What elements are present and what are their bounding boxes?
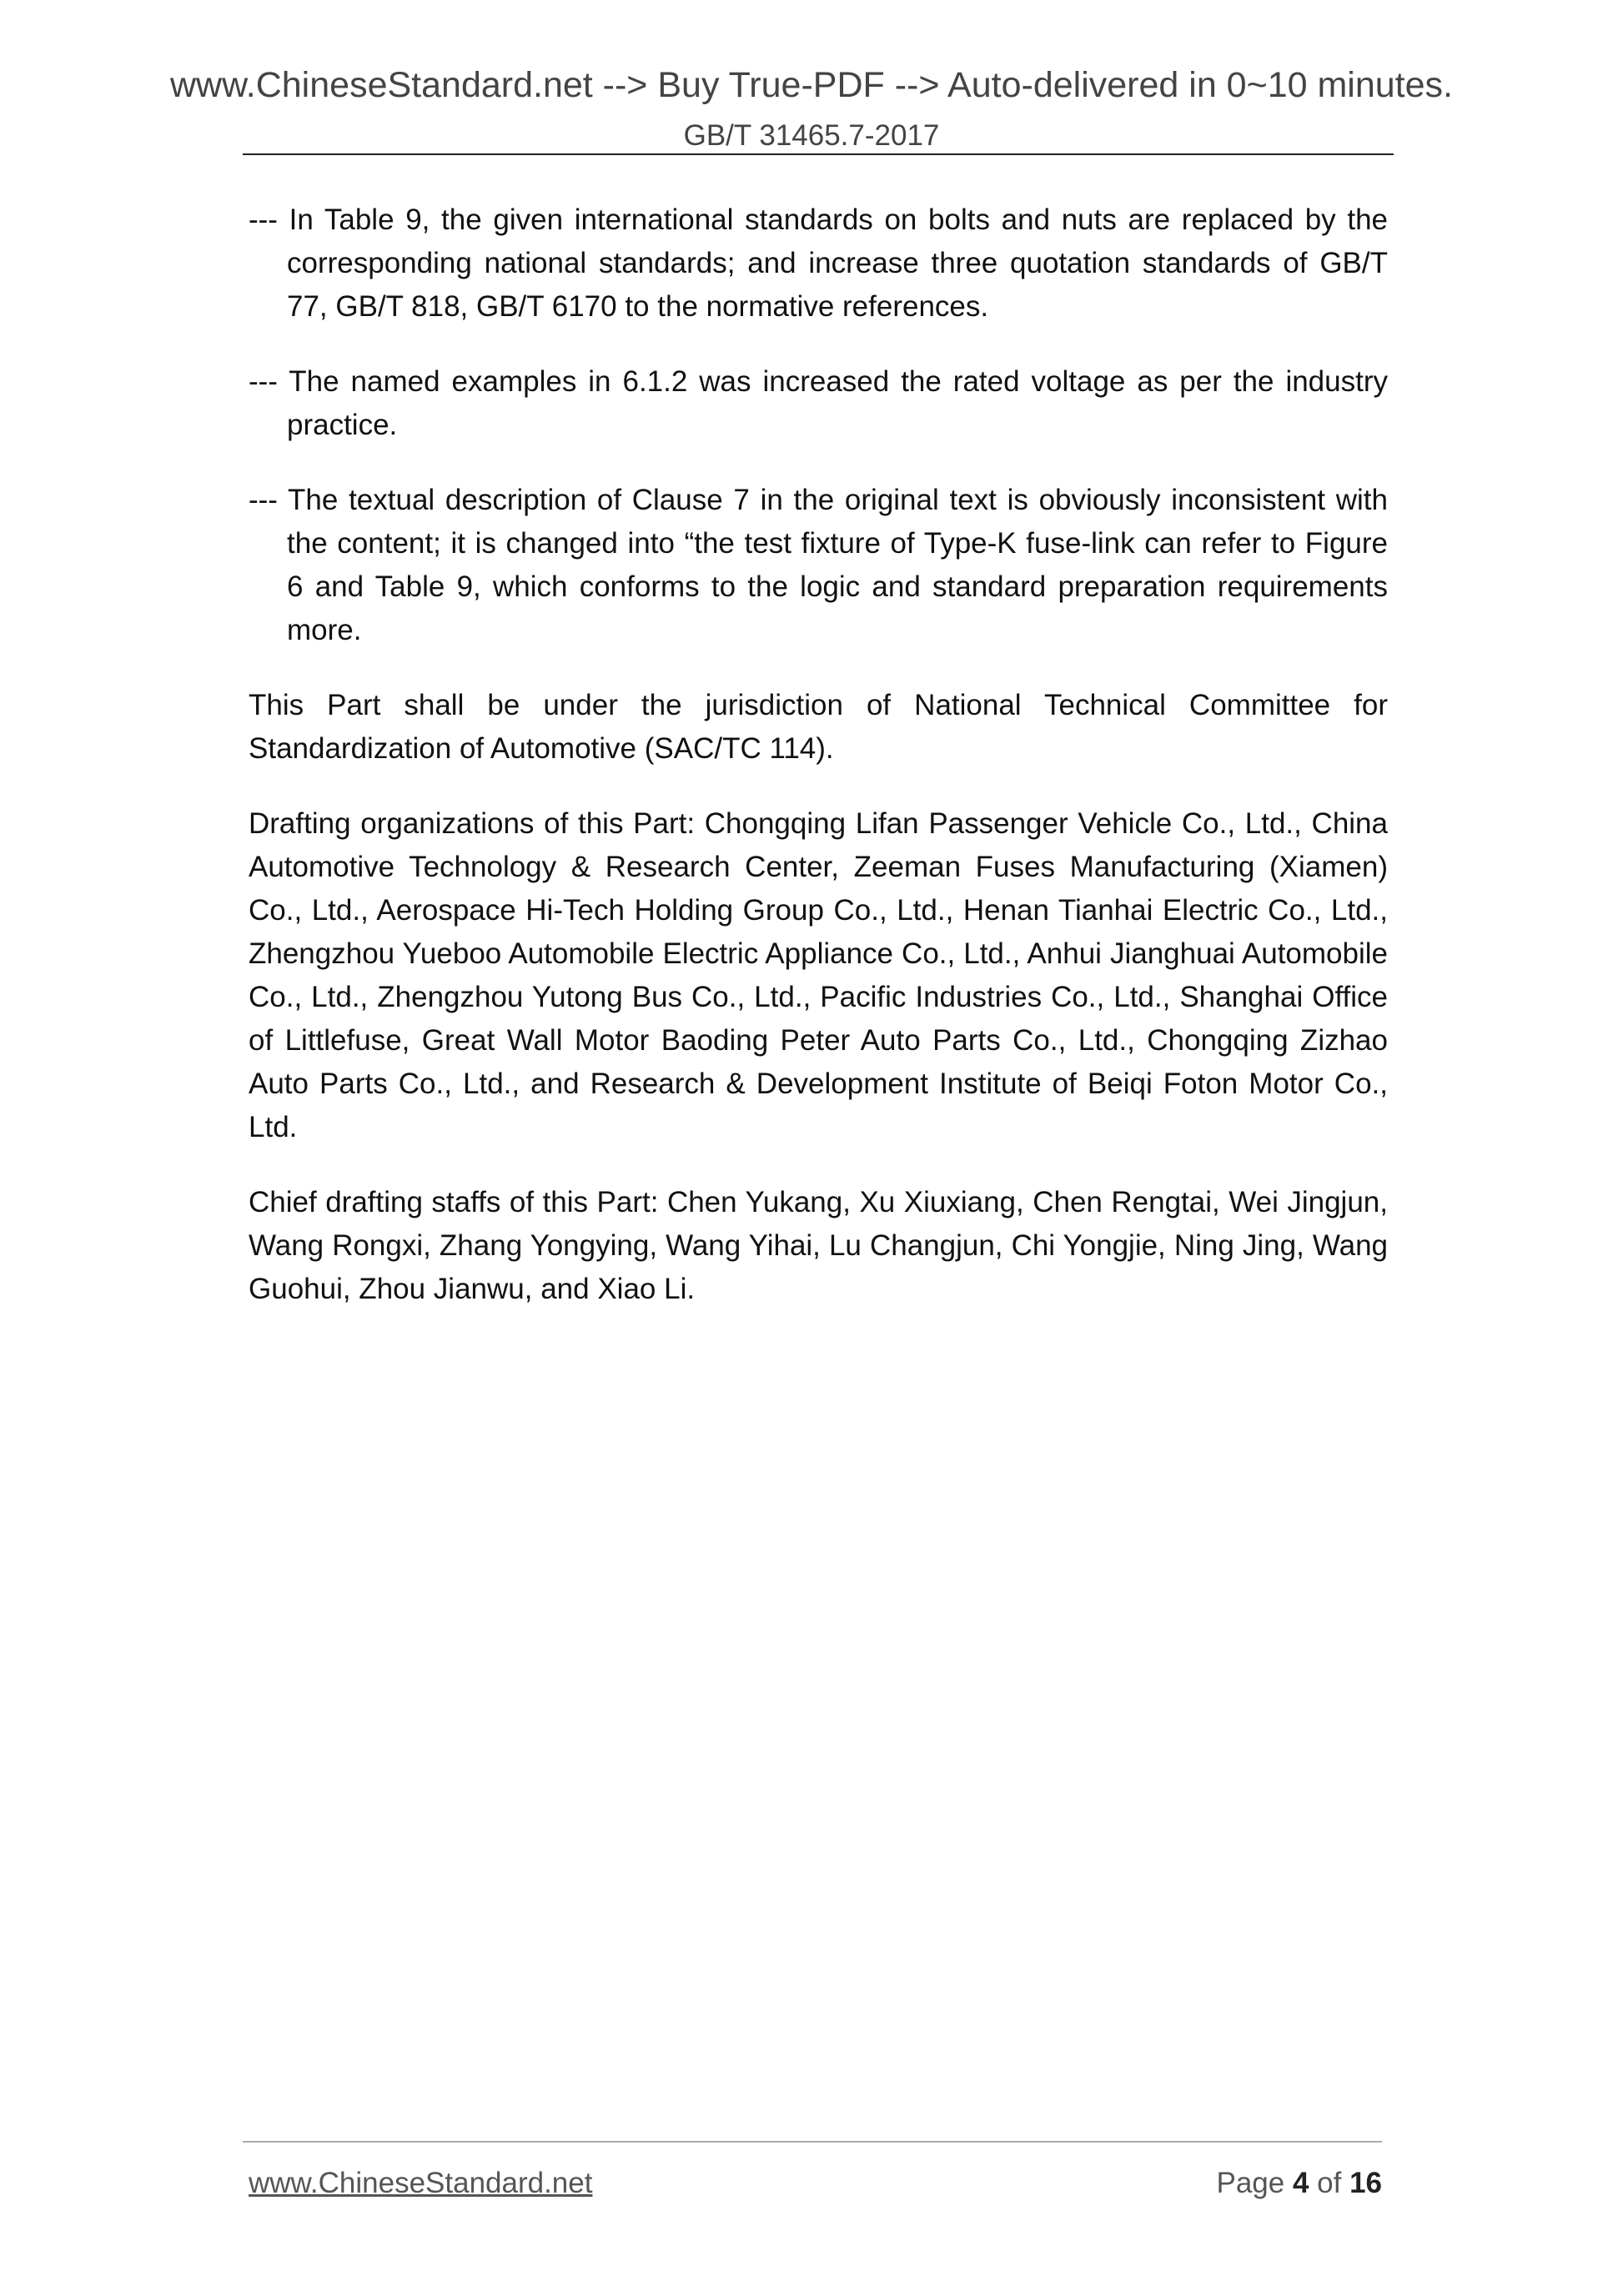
footer-divider <box>243 2141 1382 2143</box>
list-item: --- In Table 9, the given international standards on bolts and nuts are replaced by the corresponding national standards; and increase three quotation standards of GB/T 77, GB/T 818, GB/T 6170 to the normative references. <box>249 203 1388 323</box>
header-divider <box>243 153 1394 155</box>
drafting-organizations-paragraph: Drafting organizations of this Part: Chongqing Lifan Passenger Vehicle Co., Ltd., China Automotive Technology & Research Center, Zeeman Fuses Manufacturing (Xiamen) Co., Ltd., Aerospace Hi-Tech Holding Group Co., Ltd., Henan Tianhai Electric Co., Ltd., Zhengzhou Yueboo Automobile Electric Appliance Co., Ltd., Anhui Jianghuai Automobile Co., Ltd., Zhengzhou Yutong Bus Co., Ltd., Pacific Industries Co., Ltd., Shanghai Office of Littlefuse, Great Wall Motor Baoding Peter Auto Parts Co., Ltd., Chongqing Zizhao Auto Parts Co., Ltd., and Research & Development Institute of Beiqi Foton Motor Co., Ltd. <box>249 807 1388 1143</box>
page-number <box>1216 2167 1382 2200</box>
list-item: --- The named examples in 6.1.2 was increased the rated voltage as per the industry practice. <box>249 365 1388 441</box>
document-id: GB/T 31465.7-2017 <box>683 119 940 152</box>
total-pages: 16 <box>1349 2167 1382 2199</box>
page-prefix: Page <box>1216 2167 1293 2199</box>
page-content <box>249 198 1388 1343</box>
current-page: 4 <box>1292 2167 1309 2199</box>
page-of: of <box>1309 2167 1350 2199</box>
list-item: --- The textual description of Clause 7 in the original text is obviously inconsistent with the content; it is changed into “the test fixture of Type-K fuse-link can refer to Figure 6 and Table 9, which conforms to the logic and standard preparation requirements more. <box>249 484 1388 646</box>
chief-drafters-paragraph: Chief drafting staffs of this Part: Chen Yukang, Xu Xiuxiang, Chen Rengtai, Wei Jingjun, Wang Rongxi, Zhang Yongying, Wang Yihai, Lu Changjun, Chi Yongjie, Ning Jing, Wang Guohui, Zhou Jianwu, and Xiao Li. <box>249 1186 1388 1305</box>
header-banner: www.ChineseStandard.net --> Buy True-PDF --> Auto-delivered in 0~10 minutes. <box>169 65 1453 105</box>
jurisdiction-paragraph: This Part shall be under the jurisdiction of National Technical Committee for Standardization of Automotive (SAC/TC 114). <box>249 689 1388 765</box>
footer-site-link[interactable]: www.ChineseStandard.net <box>249 2167 593 2199</box>
